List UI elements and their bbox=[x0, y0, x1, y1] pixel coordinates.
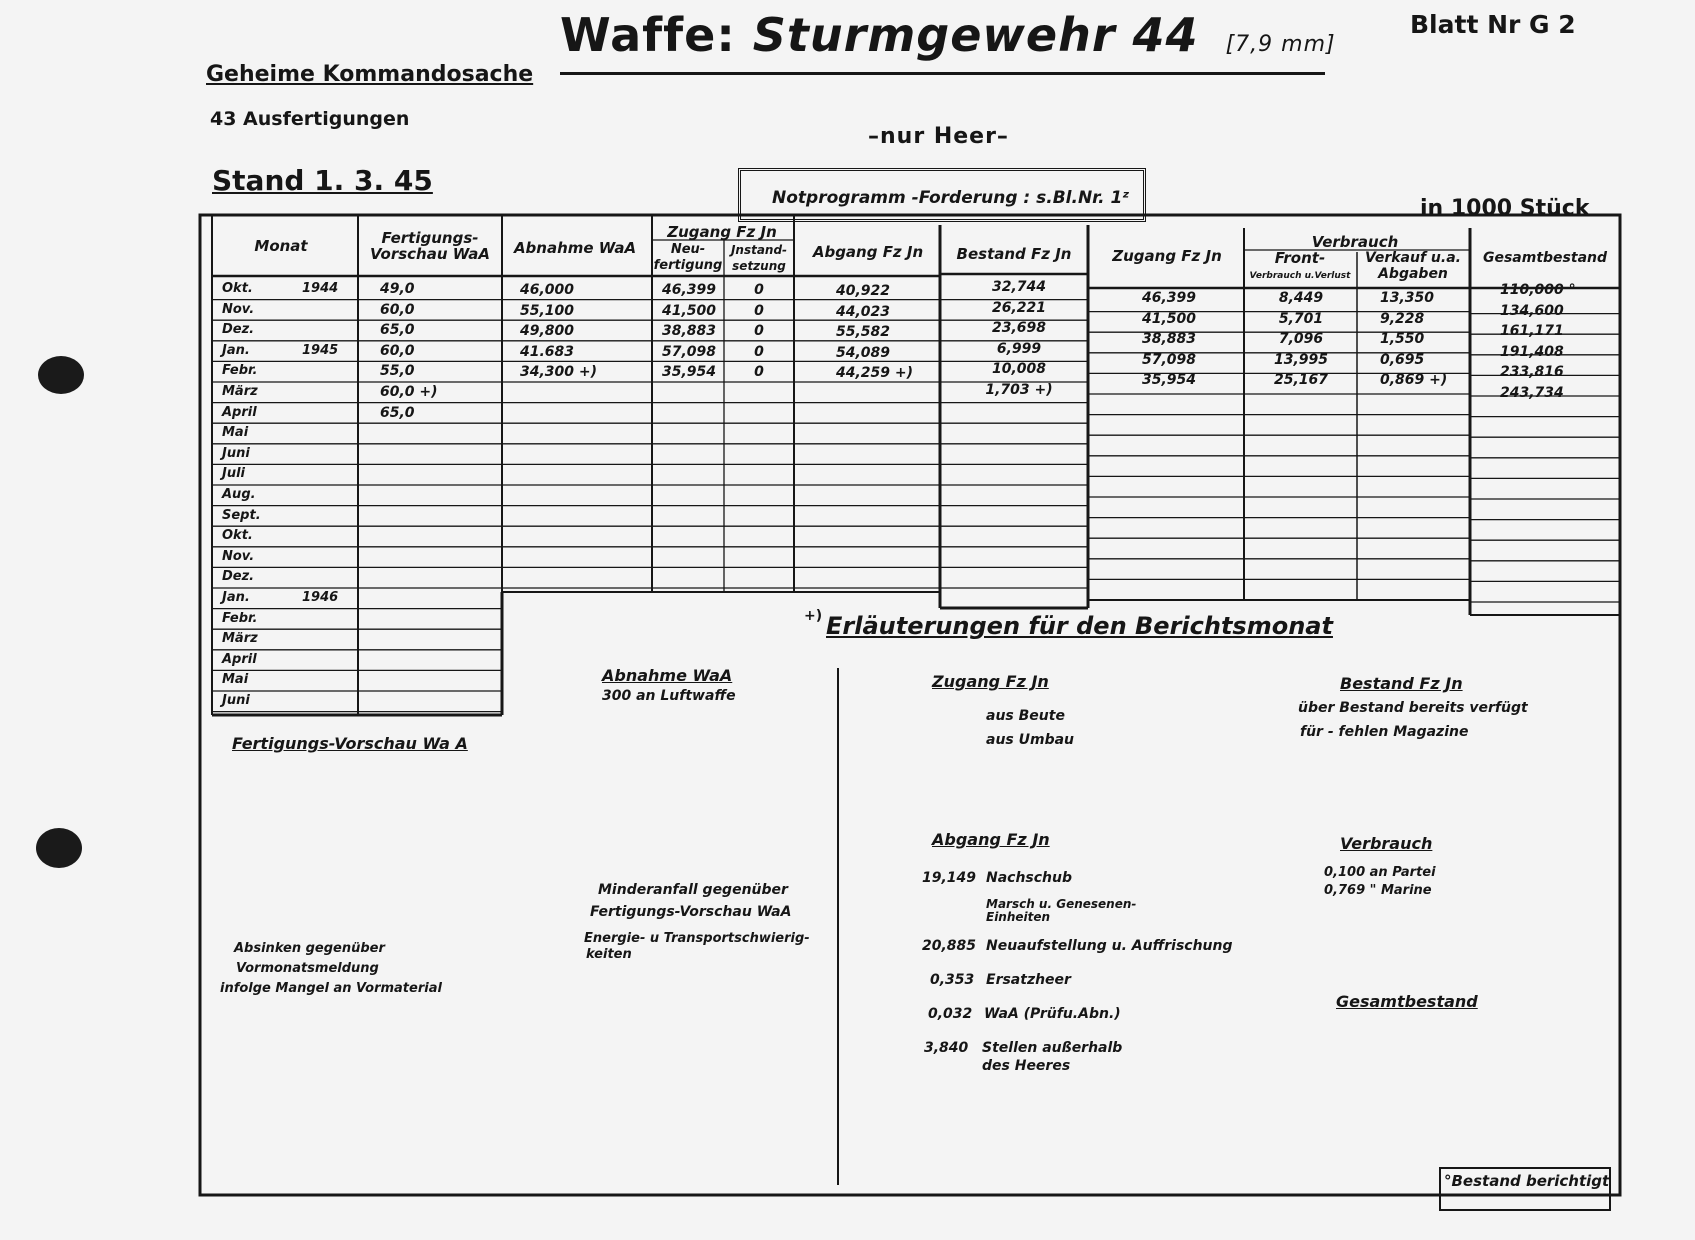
header-total: Gesamtbestand bbox=[1482, 250, 1608, 266]
total-value: 161,171 bbox=[1500, 323, 1564, 340]
month-label: Juni bbox=[222, 445, 250, 461]
unit-label: in 1000 Stück bbox=[1420, 196, 1590, 221]
note-forecast-title: Fertigungs-Vorschau Wa A bbox=[232, 734, 468, 753]
stock-value: 23,698 bbox=[991, 320, 1047, 337]
year-label: 1944 bbox=[302, 281, 339, 296]
outflow-text-4: WaA (Prüfu.Abn.) bbox=[984, 1006, 1121, 1022]
right-intake-value: 57,098 bbox=[1141, 351, 1197, 368]
scope-label: –nur Heer– bbox=[868, 124, 1009, 149]
outflow-qty-3: 0,353 bbox=[930, 972, 975, 988]
header-front-sub: Verbrauch u.Verlust bbox=[1249, 271, 1351, 281]
right-intake-value: 46,399 bbox=[1141, 290, 1197, 306]
total-value: 134,600 bbox=[1500, 302, 1564, 319]
intake-repair-value: 0 bbox=[754, 343, 764, 360]
month-label: Juni bbox=[222, 693, 250, 708]
forecast-value: 55,0 bbox=[380, 363, 415, 380]
front-value: 13,995 bbox=[1273, 351, 1329, 368]
right-intake-value: 41,500 bbox=[1141, 310, 1197, 327]
stock-value: 26,221 bbox=[991, 299, 1047, 316]
intake-new-value: 35,954 bbox=[662, 364, 717, 381]
month-label: Aug. bbox=[222, 487, 256, 502]
note-total-title: Gesamtbestand bbox=[1336, 992, 1478, 1011]
month-label: Dez. bbox=[222, 322, 255, 338]
accepted-value: 46,000 bbox=[520, 282, 575, 298]
outflow-sub-5: des Heeres bbox=[982, 1058, 1071, 1074]
header-outflow: Abgang Fz Jn bbox=[812, 243, 924, 261]
accepted-value: 41.683 bbox=[520, 343, 575, 360]
note-stock-line-2: für - fehlen Magazine bbox=[1300, 724, 1469, 740]
stock-value: 10,008 bbox=[991, 361, 1047, 378]
intake-repair-value: 0 bbox=[754, 302, 764, 319]
notes-title: Erläuterungen für den Berichtsmonat bbox=[826, 612, 1333, 640]
month-label: Jan. bbox=[222, 590, 250, 605]
status-date: Stand 1. 3. 45 bbox=[212, 164, 433, 197]
outflow-value: 54,089 bbox=[836, 344, 891, 361]
month-label: März bbox=[222, 631, 258, 647]
note-intake-line-1: aus Beute bbox=[986, 708, 1065, 724]
outflow-value: 44,023 bbox=[836, 303, 891, 320]
header-usage-group: Verbrauch bbox=[1311, 233, 1399, 251]
intake-repair-value: 0 bbox=[754, 323, 764, 340]
month-label: Nov. bbox=[222, 548, 255, 564]
header-stock: Bestand Fz Jn bbox=[956, 245, 1072, 263]
accepted-value: 34,300 +) bbox=[520, 364, 598, 381]
outflow-value: 44,259 +) bbox=[836, 365, 914, 382]
outflow-text-1: Nachschub bbox=[986, 870, 1073, 886]
sales-value: 13,350 bbox=[1380, 290, 1435, 306]
outflow-text-2: Neuaufstellung u. Auffrischung bbox=[986, 938, 1233, 954]
month-label: Mai bbox=[222, 425, 249, 441]
stock-value: 6,999 bbox=[996, 340, 1042, 357]
month-label: April bbox=[222, 651, 257, 667]
stock-value: 1,703 +) bbox=[985, 382, 1053, 398]
header-sales: Verkauf u.a. Abgaben bbox=[1365, 250, 1461, 282]
sales-value: 0,869 +) bbox=[1380, 372, 1448, 389]
intake-new-value: 38,883 bbox=[662, 323, 717, 340]
note-usage-line-1: 0,100 an Partei bbox=[1324, 865, 1436, 880]
title-caliber: [7,9 mm] bbox=[1225, 32, 1336, 57]
note-accepted-text: 300 an Luftwaffe bbox=[602, 688, 736, 704]
intake-repair-value: 0 bbox=[754, 364, 764, 381]
forecast-value: 65,0 bbox=[380, 322, 415, 339]
sales-value: 0,695 bbox=[1380, 351, 1425, 368]
note-outflow-title: Abgang Fz Jn bbox=[932, 830, 1050, 849]
month-label: Febr. bbox=[222, 363, 258, 379]
month-label: Jan. bbox=[222, 342, 250, 358]
note-forecast-line-2: Vormonatsmeldung bbox=[236, 961, 379, 976]
note-marker: +) bbox=[804, 608, 823, 624]
forecast-value: 65,0 bbox=[380, 404, 415, 421]
year-label: 1945 bbox=[302, 342, 339, 358]
total-value: 233,816 bbox=[1500, 364, 1564, 381]
month-label: Dez. bbox=[222, 569, 255, 585]
forecast-value: 49,0 bbox=[380, 281, 415, 297]
year-label: 1946 bbox=[302, 590, 339, 605]
note-shortfall-line-2: Fertigungs-Vorschau WaA bbox=[590, 904, 792, 920]
header-month: Monat bbox=[254, 237, 308, 255]
sheet-number: Blatt Nr G 2 bbox=[1410, 10, 1576, 39]
month-label: Okt. bbox=[222, 528, 253, 544]
outflow-value: 55,582 bbox=[836, 324, 891, 341]
intake-new-value: 57,098 bbox=[662, 343, 717, 360]
title-prefix: Waffe: bbox=[560, 8, 736, 62]
note-accepted-title: Abnahme WaA bbox=[602, 666, 733, 685]
note-shortfall-line-4: keiten bbox=[586, 947, 632, 962]
right-intake-value: 35,954 bbox=[1141, 372, 1197, 389]
header-right-intake: Zugang Fz Jn bbox=[1112, 247, 1222, 265]
outflow-qty-5: 3,840 bbox=[924, 1040, 969, 1056]
note-usage-title: Verbrauch bbox=[1340, 834, 1433, 853]
outflow-qty-2: 20,885 bbox=[922, 938, 977, 954]
month-label: April bbox=[222, 404, 257, 420]
intake-repair-value: 0 bbox=[754, 282, 764, 298]
note-stock-line-1: über Bestand bereits verfügt bbox=[1298, 700, 1528, 716]
sales-value: 9,228 bbox=[1380, 310, 1425, 327]
note-forecast-line-1: Absinken gegenüber bbox=[234, 941, 385, 956]
note-intake-title: Zugang Fz Jn bbox=[932, 672, 1049, 691]
note-shortfall-line-1: Minderanfall gegenüber bbox=[598, 882, 788, 898]
month-label: Sept. bbox=[222, 507, 261, 523]
note-stock-title: Bestand Fz Jn bbox=[1340, 674, 1463, 693]
front-value: 25,167 bbox=[1273, 372, 1329, 389]
front-value: 5,701 bbox=[1278, 310, 1324, 327]
outflow-text-3: Ersatzheer bbox=[986, 972, 1071, 988]
header-intake-new: Neu-fertigung bbox=[653, 242, 723, 273]
copies-label: 43 Ausfertigungen bbox=[210, 108, 410, 130]
header-intake-group: Zugang Fz Jn bbox=[667, 223, 777, 241]
sales-value: 1,550 bbox=[1380, 331, 1425, 348]
header-front: Front- bbox=[1274, 249, 1326, 267]
note-shortfall-line-3: Energie- u Transportschwierig- bbox=[584, 931, 810, 946]
accepted-value: 55,100 bbox=[520, 302, 575, 319]
month-label: Okt. bbox=[222, 281, 253, 296]
month-label: Mai bbox=[222, 672, 249, 688]
month-label: Juli bbox=[222, 466, 246, 482]
right-intake-value: 38,883 bbox=[1141, 331, 1197, 348]
header-accepted: Abnahme WaA bbox=[513, 239, 637, 257]
total-value: 243,734 bbox=[1500, 385, 1564, 401]
title-model: Sturmgewehr 44 bbox=[752, 8, 1199, 62]
intake-new-value: 41,500 bbox=[662, 302, 717, 319]
outflow-text-5: Stellen außerhalb bbox=[982, 1040, 1123, 1056]
intake-new-value: 46,399 bbox=[662, 282, 717, 298]
classification-label: Geheime Kommandosache bbox=[206, 62, 534, 87]
total-value: 191,408 bbox=[1500, 343, 1564, 360]
outflow-sub-1: Marsch u. Genesenen-Einheiten bbox=[986, 897, 1137, 924]
program-label: Notprogramm -Forderung : s.Bl.Nr. 1ᶻ bbox=[772, 188, 1130, 208]
front-value: 8,449 bbox=[1278, 290, 1324, 306]
month-label: Febr. bbox=[222, 610, 258, 626]
month-label: März bbox=[222, 384, 258, 399]
accepted-value: 49,800 bbox=[520, 323, 575, 340]
forecast-value: 60,0 bbox=[380, 301, 415, 318]
header-intake-repair: Jnstand-setzung bbox=[730, 243, 788, 273]
footnote: °Bestand berichtigt bbox=[1444, 1172, 1610, 1190]
note-usage-line-2: 0,769 " Marine bbox=[1324, 883, 1432, 898]
total-value: 110,000 ° bbox=[1500, 282, 1576, 298]
outflow-value: 40,922 bbox=[836, 283, 891, 299]
month-label: Nov. bbox=[222, 301, 255, 317]
header-forecast: Fertigungs-Vorschau WaA bbox=[370, 229, 490, 263]
outflow-qty-1: 19,149 bbox=[922, 870, 977, 886]
outflow-qty-4: 0,032 bbox=[928, 1006, 973, 1022]
stock-value: 32,744 bbox=[991, 279, 1047, 295]
note-intake-line-2: aus Umbau bbox=[986, 732, 1075, 748]
note-forecast-line-3: infolge Mangel an Vormaterial bbox=[220, 981, 442, 996]
forecast-value: 60,0 +) bbox=[380, 384, 438, 400]
forecast-value: 60,0 bbox=[380, 342, 415, 359]
front-value: 7,096 bbox=[1278, 331, 1324, 348]
